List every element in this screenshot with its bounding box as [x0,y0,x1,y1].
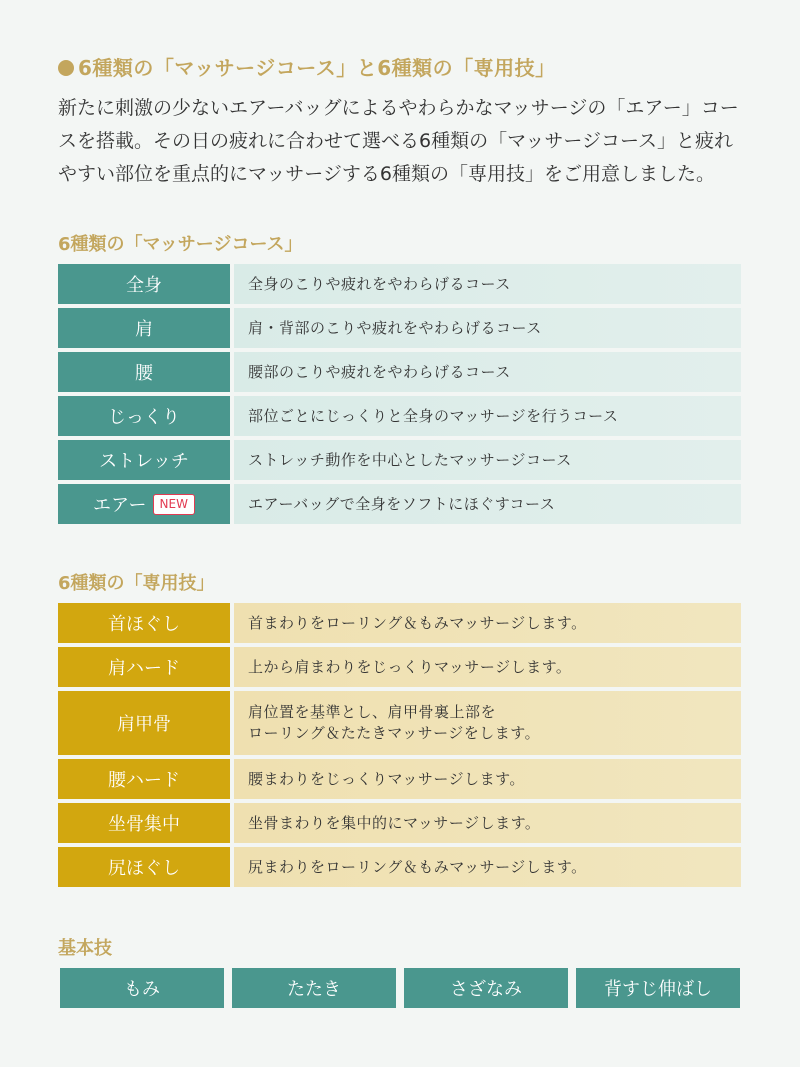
skill-row [58,759,741,799]
skill-label: 腰ハード [58,759,230,799]
course-desc: 肩・背部のこりや疲れをやわらげるコース [234,308,741,348]
skill-desc: 坐骨まわりを集中的にマッサージします。 [234,803,741,843]
course-label: ストレッチ [58,440,230,480]
course-row [58,308,741,348]
course-label: 腰 [58,352,230,392]
intro-paragraph: 新たに刺激の少ないエアーバッグによるやわらかなマッサージの「エアー」コースを搭載。その日の疲れに合わせて選べる6種類の「マッサージコース」と疲れやすい部位を重点的にマッサージする6種類の「専用技」をご用意しました。 [58,97,739,185]
course-row [58,484,741,524]
skill-label: 肩甲骨 [58,691,230,755]
course-label: じっくり [58,396,230,436]
course-row [58,352,741,392]
skill-row [58,647,741,687]
course-row [58,440,741,480]
skill-row [58,847,741,887]
basic-title: 基本技 [58,938,112,959]
main-heading: 6種類の「マッサージコース」と6種類の「専用技」 [58,52,556,81]
skill-label: 首ほぐし [58,603,230,643]
skills-table [58,603,741,891]
basic-skill-item: たたき [232,968,396,1008]
skill-row [58,603,741,643]
courses-table [58,264,741,528]
courses-title: 6種類の「マッサージコース」 [58,234,303,255]
skill-desc: 尻まわりをローリング＆もみマッサージします。 [234,847,741,887]
course-row [58,264,741,304]
bullet-dot-icon [58,60,74,76]
basic-skill-item: さざなみ [404,968,568,1008]
course-label: 肩 [58,308,230,348]
skill-label: 肩ハード [58,647,230,687]
basic-skill-item: 背すじ伸ばし [576,968,740,1008]
skill-label: 坐骨集中 [58,803,230,843]
course-label: 全身 [58,264,230,304]
course-desc: 全身のこりや疲れをやわらげるコース [234,264,741,304]
skill-desc: 腰まわりをじっくりマッサージします。 [234,759,741,799]
skill-desc: 首まわりをローリング＆もみマッサージします。 [234,603,741,643]
course-label [58,484,230,524]
course-row [58,396,741,436]
course-desc: ストレッチ動作を中心としたマッサージコース [234,440,741,480]
course-desc: 腰部のこりや疲れをやわらげるコース [234,352,741,392]
course-label-text: エアー [93,495,147,516]
skills-title: 6種類の「専用技」 [58,573,215,594]
course-desc: 部位ごとにじっくりと全身のマッサージを行うコース [234,396,741,436]
basic-skills [60,968,741,1008]
skill-desc-line: 肩位置を基準とし、肩甲骨裏上部を [248,703,497,721]
new-badge: NEW [153,494,195,515]
skill-row [58,803,741,843]
basic-skill-item: もみ [60,968,224,1008]
skill-desc [234,691,741,755]
skill-desc: 上から肩まわりをじっくりマッサージします。 [234,647,741,687]
skill-desc-line: ローリング＆たたきマッサージをします。 [248,724,541,742]
course-desc: エアーバッグで全身をソフトにほぐすコース [234,484,741,524]
skill-label: 尻ほぐし [58,847,230,887]
skill-row [58,691,741,755]
